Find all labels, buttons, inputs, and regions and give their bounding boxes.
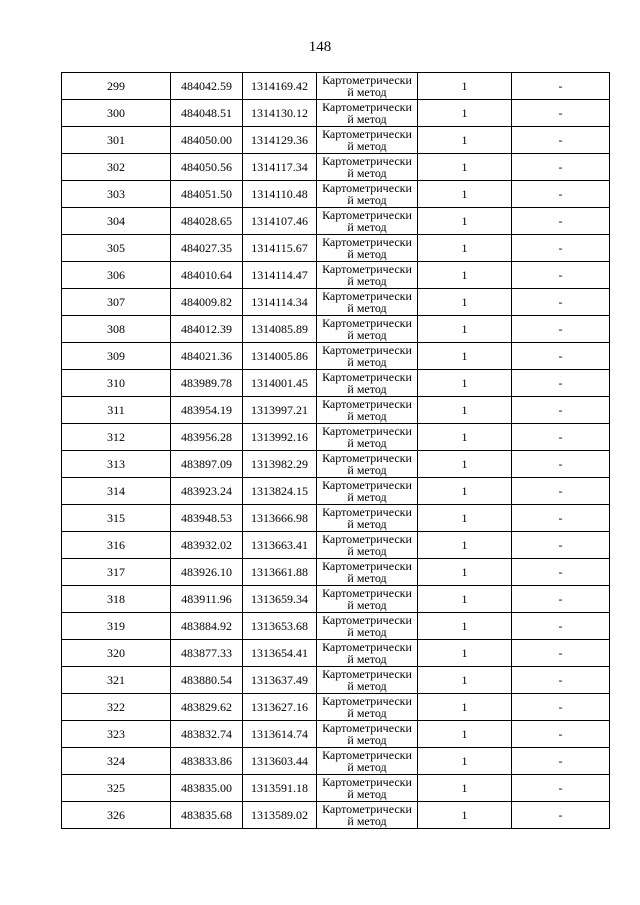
accuracy-cell: 1 — [418, 478, 512, 505]
y-coordinate-cell: 1313603.44 — [243, 748, 317, 775]
table-row — [62, 208, 610, 235]
point-number-cell: 304 — [62, 208, 171, 235]
method-text-line2: й метод — [347, 787, 387, 801]
x-coordinate-cell: 484042.59 — [171, 73, 243, 100]
method-text-line1: Картометрически — [322, 424, 412, 438]
method-text-line1: Картометрически — [322, 235, 412, 249]
coordinates-table-body — [62, 73, 610, 829]
description-cell: - — [512, 775, 610, 802]
method-cell — [317, 640, 418, 667]
method-text-line1: Картометрически — [322, 370, 412, 384]
x-coordinate-cell: 483926.10 — [171, 559, 243, 586]
table-row — [62, 667, 610, 694]
point-number-cell: 317 — [62, 559, 171, 586]
description-cell: - — [512, 802, 610, 829]
point-number-cell: 322 — [62, 694, 171, 721]
table-row — [62, 586, 610, 613]
accuracy-cell: 1 — [418, 370, 512, 397]
method-cell — [317, 154, 418, 181]
y-coordinate-cell: 1314115.67 — [243, 235, 317, 262]
method-cell — [317, 289, 418, 316]
table-row — [62, 289, 610, 316]
method-text-line1: Картометрически — [322, 802, 412, 816]
method-text-line2: й метод — [347, 625, 387, 639]
accuracy-cell: 1 — [418, 802, 512, 829]
method-text-line2: й метод — [347, 247, 387, 261]
x-coordinate-cell: 483989.78 — [171, 370, 243, 397]
y-coordinate-cell: 1314114.34 — [243, 289, 317, 316]
method-text-line2: й метод — [347, 112, 387, 126]
method-text-line2: й метод — [347, 85, 387, 99]
method-text-line1: Картометрически — [322, 748, 412, 762]
method-text-line2: й метод — [347, 355, 387, 369]
method-text-line2: й метод — [347, 544, 387, 558]
description-cell: - — [512, 316, 610, 343]
accuracy-cell: 1 — [418, 73, 512, 100]
method-text-line2: й метод — [347, 301, 387, 315]
method-text-line2: й метод — [347, 679, 387, 693]
method-cell — [317, 181, 418, 208]
method-text-line1: Картометрически — [322, 208, 412, 222]
description-cell: - — [512, 208, 610, 235]
x-coordinate-cell: 483835.00 — [171, 775, 243, 802]
accuracy-cell: 1 — [418, 640, 512, 667]
method-cell — [317, 127, 418, 154]
description-cell: - — [512, 721, 610, 748]
x-coordinate-cell: 483956.28 — [171, 424, 243, 451]
y-coordinate-cell: 1314001.45 — [243, 370, 317, 397]
method-text-line1: Картометрически — [322, 694, 412, 708]
method-cell — [317, 532, 418, 559]
point-number-cell: 326 — [62, 802, 171, 829]
table-row — [62, 370, 610, 397]
method-text-line2: й метод — [347, 652, 387, 666]
method-text-line2: й метод — [347, 409, 387, 423]
description-cell: - — [512, 586, 610, 613]
point-number-cell: 325 — [62, 775, 171, 802]
point-number-cell: 300 — [62, 100, 171, 127]
method-text-line1: Картометрически — [322, 559, 412, 573]
point-number-cell: 308 — [62, 316, 171, 343]
x-coordinate-cell: 483948.53 — [171, 505, 243, 532]
accuracy-cell: 1 — [418, 235, 512, 262]
method-text-line1: Картометрически — [322, 154, 412, 168]
y-coordinate-cell: 1313627.16 — [243, 694, 317, 721]
method-text-line1: Картометрически — [322, 478, 412, 492]
method-text-line1: Картометрически — [322, 721, 412, 735]
y-coordinate-cell: 1313663.41 — [243, 532, 317, 559]
x-coordinate-cell: 483884.92 — [171, 613, 243, 640]
method-text-line1: Картометрически — [322, 640, 412, 654]
accuracy-cell: 1 — [418, 208, 512, 235]
table-row — [62, 154, 610, 181]
table-row — [62, 181, 610, 208]
y-coordinate-cell: 1313614.74 — [243, 721, 317, 748]
description-cell: - — [512, 127, 610, 154]
description-cell: - — [512, 100, 610, 127]
accuracy-cell: 1 — [418, 316, 512, 343]
table-row — [62, 343, 610, 370]
accuracy-cell: 1 — [418, 289, 512, 316]
method-cell — [317, 667, 418, 694]
point-number-cell: 313 — [62, 451, 171, 478]
description-cell: - — [512, 613, 610, 640]
method-text-line1: Картометрически — [322, 775, 412, 789]
table-row — [62, 397, 610, 424]
description-cell: - — [512, 451, 610, 478]
point-number-cell: 316 — [62, 532, 171, 559]
table-row — [62, 73, 610, 100]
point-number-cell: 319 — [62, 613, 171, 640]
method-cell — [317, 262, 418, 289]
page-number: 148 — [308, 39, 332, 55]
x-coordinate-cell: 483880.54 — [171, 667, 243, 694]
y-coordinate-cell: 1313661.88 — [243, 559, 317, 586]
point-number-cell: 321 — [62, 667, 171, 694]
x-coordinate-cell: 483954.19 — [171, 397, 243, 424]
method-text-line1: Картометрически — [322, 532, 412, 546]
method-cell — [317, 802, 418, 829]
description-cell: - — [512, 505, 610, 532]
method-text-line1: Картометрически — [322, 397, 412, 411]
table-row — [62, 451, 610, 478]
method-cell — [317, 586, 418, 613]
description-cell: - — [512, 154, 610, 181]
accuracy-cell: 1 — [418, 127, 512, 154]
accuracy-cell: 1 — [418, 694, 512, 721]
x-coordinate-cell: 484028.65 — [171, 208, 243, 235]
point-number-cell: 307 — [62, 289, 171, 316]
description-cell: - — [512, 397, 610, 424]
x-coordinate-cell: 483911.96 — [171, 586, 243, 613]
point-number-cell: 301 — [62, 127, 171, 154]
y-coordinate-cell: 1314107.46 — [243, 208, 317, 235]
point-number-cell: 311 — [62, 397, 171, 424]
method-text-line2: й метод — [347, 760, 387, 774]
method-text-line1: Картометрически — [322, 289, 412, 303]
point-number-cell: 303 — [62, 181, 171, 208]
x-coordinate-cell: 483877.33 — [171, 640, 243, 667]
method-cell — [317, 775, 418, 802]
method-text-line1: Картометрически — [322, 667, 412, 681]
method-cell — [317, 451, 418, 478]
method-cell — [317, 748, 418, 775]
table-row — [62, 235, 610, 262]
description-cell: - — [512, 667, 610, 694]
accuracy-cell: 1 — [418, 343, 512, 370]
y-coordinate-cell: 1313824.15 — [243, 478, 317, 505]
y-coordinate-cell: 1314130.12 — [243, 100, 317, 127]
accuracy-cell: 1 — [418, 775, 512, 802]
description-cell: - — [512, 73, 610, 100]
point-number-cell: 310 — [62, 370, 171, 397]
description-cell: - — [512, 478, 610, 505]
accuracy-cell: 1 — [418, 397, 512, 424]
method-cell — [317, 559, 418, 586]
accuracy-cell: 1 — [418, 559, 512, 586]
method-text-line2: й метод — [347, 517, 387, 531]
accuracy-cell: 1 — [418, 586, 512, 613]
method-text-line2: й метод — [347, 193, 387, 207]
x-coordinate-cell: 483829.62 — [171, 694, 243, 721]
x-coordinate-cell: 484050.00 — [171, 127, 243, 154]
table-row — [62, 748, 610, 775]
description-cell: - — [512, 640, 610, 667]
description-cell: - — [512, 424, 610, 451]
table-row — [62, 424, 610, 451]
table-row — [62, 262, 610, 289]
point-number-cell: 306 — [62, 262, 171, 289]
method-text-line2: й метод — [347, 814, 387, 828]
y-coordinate-cell: 1314110.48 — [243, 181, 317, 208]
method-text-line2: й метод — [347, 139, 387, 153]
method-text-line1: Картометрически — [322, 586, 412, 600]
method-text-line1: Картометрически — [322, 505, 412, 519]
y-coordinate-cell: 1313654.41 — [243, 640, 317, 667]
method-text-line2: й метод — [347, 436, 387, 450]
method-text-line1: Картометрически — [322, 181, 412, 195]
table-row — [62, 640, 610, 667]
description-cell: - — [512, 694, 610, 721]
y-coordinate-cell: 1313997.21 — [243, 397, 317, 424]
x-coordinate-cell: 484051.50 — [171, 181, 243, 208]
method-text-line2: й метод — [347, 220, 387, 234]
x-coordinate-cell: 484027.35 — [171, 235, 243, 262]
method-text-line1: Картометрически — [322, 343, 412, 357]
method-cell — [317, 721, 418, 748]
method-cell — [317, 478, 418, 505]
x-coordinate-cell: 483932.02 — [171, 532, 243, 559]
point-number-cell: 305 — [62, 235, 171, 262]
y-coordinate-cell: 1314005.86 — [243, 343, 317, 370]
y-coordinate-cell: 1314117.34 — [243, 154, 317, 181]
method-cell — [317, 316, 418, 343]
method-text-line2: й метод — [347, 571, 387, 585]
accuracy-cell: 1 — [418, 613, 512, 640]
accuracy-cell: 1 — [418, 424, 512, 451]
method-cell — [317, 505, 418, 532]
table-row — [62, 478, 610, 505]
point-number-cell: 312 — [62, 424, 171, 451]
description-cell: - — [512, 289, 610, 316]
x-coordinate-cell: 484010.64 — [171, 262, 243, 289]
y-coordinate-cell: 1314129.36 — [243, 127, 317, 154]
point-number-cell: 324 — [62, 748, 171, 775]
description-cell: - — [512, 262, 610, 289]
coordinates-table — [61, 72, 610, 829]
point-number-cell: 309 — [62, 343, 171, 370]
accuracy-cell: 1 — [418, 181, 512, 208]
x-coordinate-cell: 483897.09 — [171, 451, 243, 478]
table-row — [62, 532, 610, 559]
y-coordinate-cell: 1313982.29 — [243, 451, 317, 478]
method-text-line2: й метод — [347, 274, 387, 288]
table-row — [62, 775, 610, 802]
y-coordinate-cell: 1314114.47 — [243, 262, 317, 289]
accuracy-cell: 1 — [418, 532, 512, 559]
method-text-line2: й метод — [347, 490, 387, 504]
point-number-cell: 315 — [62, 505, 171, 532]
accuracy-cell: 1 — [418, 667, 512, 694]
method-text-line2: й метод — [347, 328, 387, 342]
method-cell — [317, 370, 418, 397]
y-coordinate-cell: 1313589.02 — [243, 802, 317, 829]
point-number-cell: 323 — [62, 721, 171, 748]
method-cell — [317, 343, 418, 370]
method-text-line2: й метод — [347, 463, 387, 477]
description-cell: - — [512, 370, 610, 397]
method-cell — [317, 424, 418, 451]
x-coordinate-cell: 484050.56 — [171, 154, 243, 181]
method-cell — [317, 208, 418, 235]
y-coordinate-cell: 1313591.18 — [243, 775, 317, 802]
x-coordinate-cell: 484009.82 — [171, 289, 243, 316]
point-number-cell: 320 — [62, 640, 171, 667]
description-cell: - — [512, 532, 610, 559]
y-coordinate-cell: 1313653.68 — [243, 613, 317, 640]
method-text-line2: й метод — [347, 733, 387, 747]
x-coordinate-cell: 484021.36 — [171, 343, 243, 370]
method-cell — [317, 694, 418, 721]
point-number-cell: 302 — [62, 154, 171, 181]
method-cell — [317, 397, 418, 424]
y-coordinate-cell: 1313666.98 — [243, 505, 317, 532]
y-coordinate-cell: 1313659.34 — [243, 586, 317, 613]
method-cell — [317, 100, 418, 127]
method-cell — [317, 613, 418, 640]
y-coordinate-cell: 1313992.16 — [243, 424, 317, 451]
method-text-line1: Картометрически — [322, 262, 412, 276]
method-text-line1: Картометрически — [322, 127, 412, 141]
accuracy-cell: 1 — [418, 154, 512, 181]
accuracy-cell: 1 — [418, 505, 512, 532]
table-row — [62, 613, 610, 640]
method-cell — [317, 73, 418, 100]
description-cell: - — [512, 235, 610, 262]
x-coordinate-cell: 484048.51 — [171, 100, 243, 127]
point-number-cell: 314 — [62, 478, 171, 505]
point-number-cell: 318 — [62, 586, 171, 613]
x-coordinate-cell: 484012.39 — [171, 316, 243, 343]
table-row — [62, 721, 610, 748]
y-coordinate-cell: 1313637.49 — [243, 667, 317, 694]
method-text-line2: й метод — [347, 382, 387, 396]
x-coordinate-cell: 483833.86 — [171, 748, 243, 775]
method-text-line1: Картометрически — [322, 316, 412, 330]
accuracy-cell: 1 — [418, 100, 512, 127]
method-text-line1: Картометрически — [322, 73, 412, 87]
method-cell — [317, 235, 418, 262]
table-row — [62, 694, 610, 721]
description-cell: - — [512, 748, 610, 775]
method-text-line2: й метод — [347, 706, 387, 720]
table-row — [62, 127, 610, 154]
y-coordinate-cell: 1314085.89 — [243, 316, 317, 343]
method-text-line1: Картометрически — [322, 613, 412, 627]
description-cell: - — [512, 181, 610, 208]
table-row — [62, 802, 610, 829]
accuracy-cell: 1 — [418, 748, 512, 775]
y-coordinate-cell: 1314169.42 — [243, 73, 317, 100]
table-row — [62, 505, 610, 532]
accuracy-cell: 1 — [418, 262, 512, 289]
method-text-line1: Картометрически — [322, 100, 412, 114]
description-cell: - — [512, 559, 610, 586]
method-text-line1: Картометрически — [322, 451, 412, 465]
table-row — [62, 316, 610, 343]
point-number-cell: 299 — [62, 73, 171, 100]
method-text-line2: й метод — [347, 598, 387, 612]
accuracy-cell: 1 — [418, 721, 512, 748]
x-coordinate-cell: 483923.24 — [171, 478, 243, 505]
method-text-line2: й метод — [347, 166, 387, 180]
x-coordinate-cell: 483835.68 — [171, 802, 243, 829]
table-row — [62, 559, 610, 586]
x-coordinate-cell: 483832.74 — [171, 721, 243, 748]
table-row — [62, 100, 610, 127]
accuracy-cell: 1 — [418, 451, 512, 478]
description-cell: - — [512, 343, 610, 370]
